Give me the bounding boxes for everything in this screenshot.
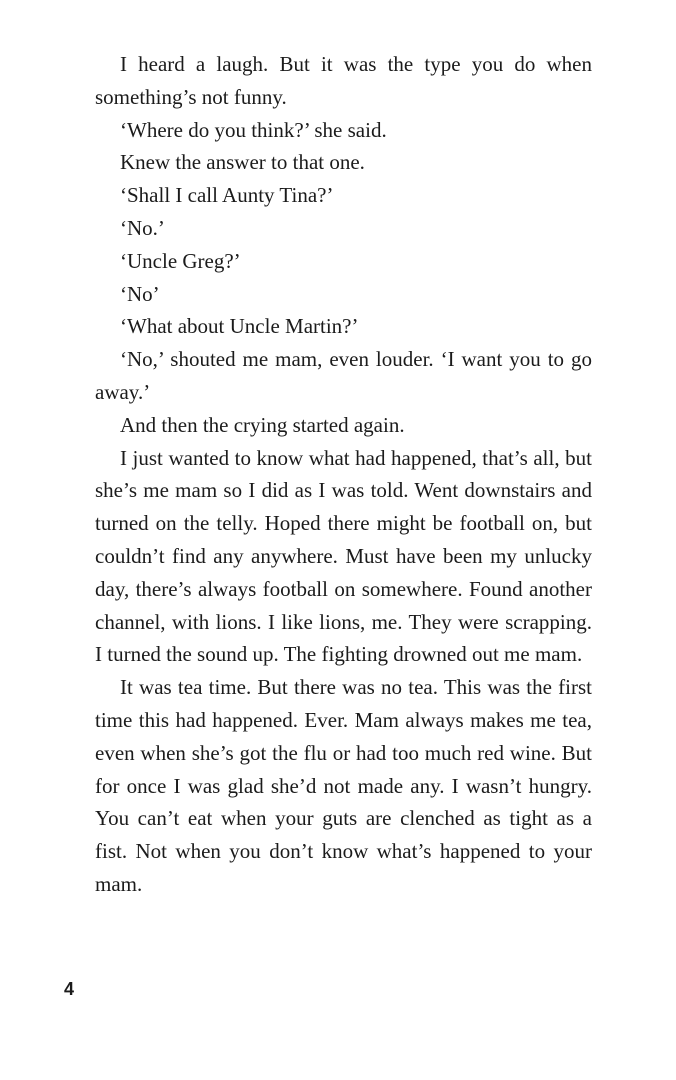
paragraph-10: And then the crying started again. [120, 412, 405, 437]
page-number: 4 [64, 979, 75, 999]
paragraph-6: ‘Uncle Greg?’ [120, 248, 241, 273]
paragraph-2: ‘Where do you think?’ she said. [120, 117, 387, 142]
paragraph-12: It was tea time. But there was no tea. This was the first time this had happened. Ever. Mam always makes me tea, even when she’s got the flu or had too much red wine. But for once I was glad she’d not made any. I wasn’t hungry. You can’t eat when your guts are clenched as tight as a fist. Not when you don’t know what’s happened to your mam. [95, 675, 592, 896]
paragraph-1: I heard a laugh. But it was the type you do when something’s not funny. [95, 52, 592, 109]
paragraph-11: I just wanted to know what had happened, that’s all, but she’s me mam so I did as I was told. Went downstairs and turned on the telly. Hoped there might be football on, but couldn’t find any anywhere. Must have been my unlucky day, there’s always football on somewhere. Found another channel, with lions. I like lions, me. They were scrapping. I turned the sound up. The fighting drowned out me mam. [95, 445, 592, 667]
body-text [95, 48, 592, 901]
paragraph-5: ‘No.’ [120, 215, 165, 240]
paragraph-8: ‘What about Uncle Martin?’ [120, 314, 359, 339]
paragraph-4: ‘Shall I call Aunty Tina?’ [120, 183, 334, 208]
paragraph-9: ‘No,’ shouted me mam, even louder. ‘I want you to go away.’ [95, 347, 592, 404]
paragraph-7: ‘No’ [120, 281, 160, 306]
paragraph-3: Knew the answer to that one. [120, 150, 365, 175]
